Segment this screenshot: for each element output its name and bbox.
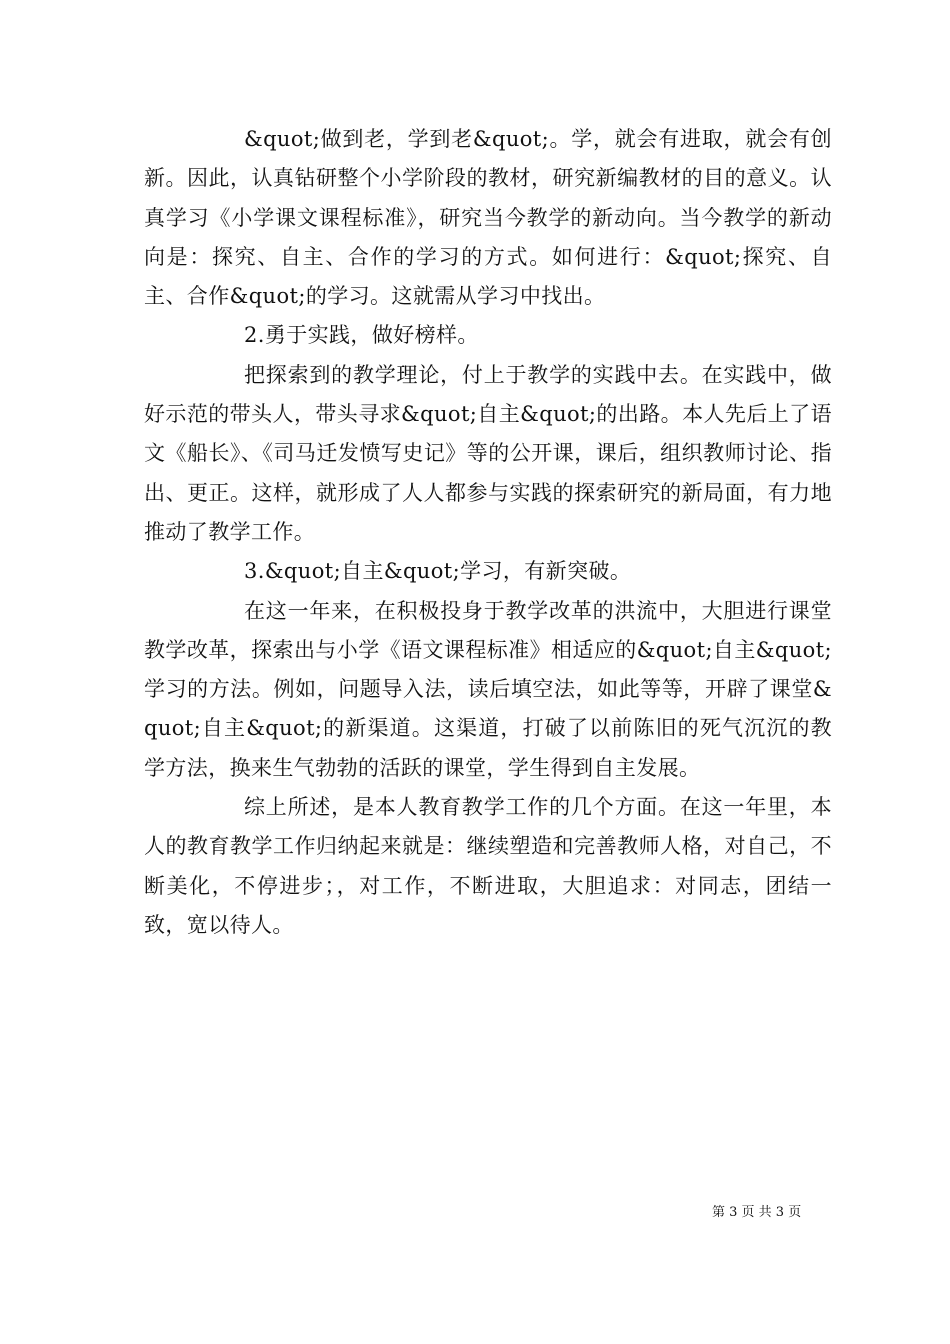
document-body [144, 120, 832, 945]
section-heading-3: 3.&quot;自主&quot;学习，有新突破。 [244, 559, 632, 584]
section-heading-2: 2.勇于实践，做好榜样。 [244, 323, 479, 348]
paragraph-3: 在这一年来，在积极投身于教学改革的洪流中，大胆进行课堂教学改革，探索出与小学《语文课程标准》相适应的&quot;自主&quot;学习的方法。例如，问题导入法，读后填空法，如此等等，开辟了课堂&quot;自主&quot;的新渠道。这渠道，打破了以前陈旧的死气沉沉的教学方法，换来生气勃勃的活跃的课堂，学生得到自主发展。 [144, 598, 832, 780]
paragraph-1: &quot;做到老，学到老&quot;。学，就会有进取，就会有创新。因此，认真钻研整个小学阶段的教材，研究新编教材的目的意义。认真学习《小学课文课程标准》，研究当今教学的新动向。当今教学的新动向是：探究、自主、合作的学习的方式。如何进行：&quot;探究、自主、合作&quot;的学习。这就需从学习中找出。 [144, 127, 832, 309]
page-number-footer: 第 3 页 共 3 页 [712, 1205, 802, 1220]
paragraph-summary: 综上所述，是本人教育教学工作的几个方面。在这一年里，本人的教育教学工作归纳起来就是：继续塑造和完善教师人格，对自己，不断美化，不停进步；，对工作，不断进取，大胆追求：对同志，团结一致，宽以待人。 [144, 795, 832, 937]
paragraph-2: 把探索到的教学理论，付上于教学的实践中去。在实践中，做好示范的带头人，带头寻求&quot;自主&quot;的出路。本人先后上了语文《船长》、《司马迁发愤写史记》等的公开课，课后，组织教师讨论、指出、更正。这样，就形成了人人都参与实践的探索研究的新局面，有力地推动了教学工作。 [144, 362, 832, 544]
